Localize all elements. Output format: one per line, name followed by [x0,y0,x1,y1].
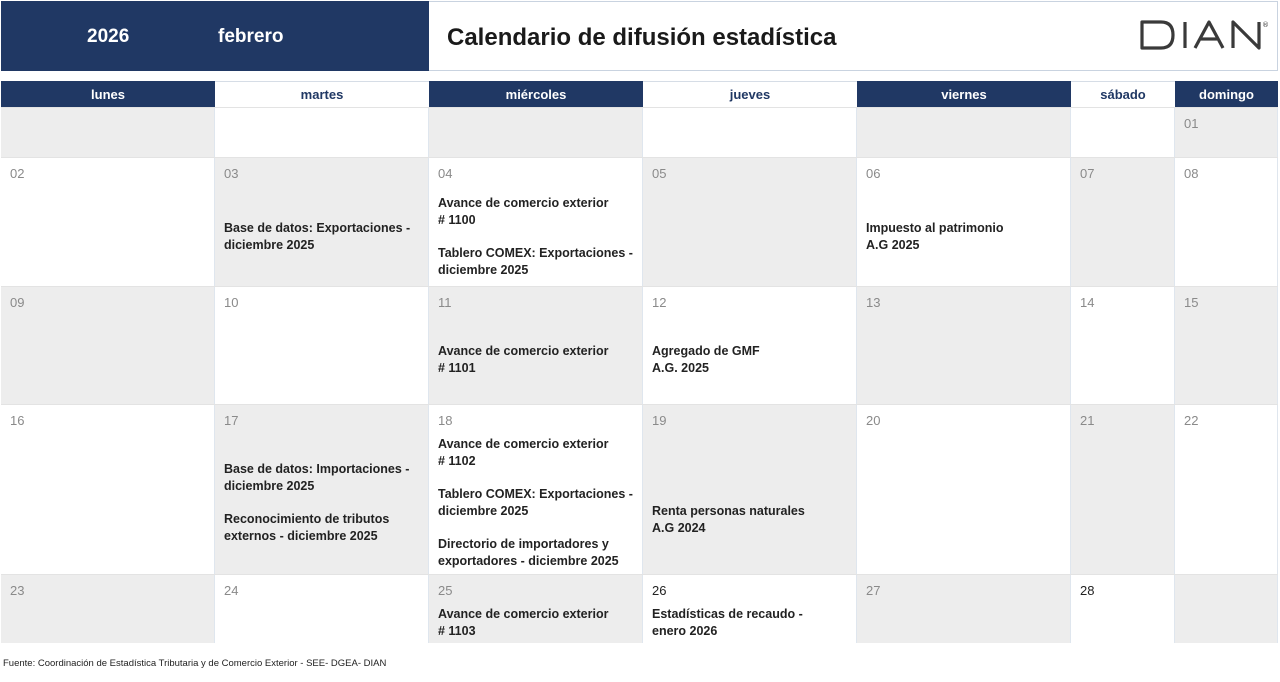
day-cell [643,287,857,404]
calendar-event: Impuesto al patrimonio A.G 2025 [866,221,1004,252]
day-cell [643,108,857,157]
day-number: 25 [438,583,453,598]
event-list [438,436,638,570]
day-cell [1,287,215,404]
weekday-1: martes [215,81,429,107]
day-cell [429,108,643,157]
day-cell [1175,405,1278,574]
day-cell [215,158,429,286]
day-cell [1071,158,1175,286]
event-list [652,503,852,537]
calendar-header [0,0,1280,72]
calendar-event: Base de datos: Importaciones - diciembre 2025 [224,462,410,493]
day-number: 28 [1080,583,1095,598]
calendar-event: Tablero COMEX: Exportaciones - diciembre 2025 [438,487,633,518]
day-number: 10 [224,295,239,310]
header-date-panel [1,1,429,71]
weekday-header-row [1,81,1278,107]
day-cell [429,287,643,404]
day-cell [215,405,429,574]
day-number: 24 [224,583,239,598]
day-cell [1,158,215,286]
day-cell [1071,108,1175,157]
day-number: 14 [1080,295,1095,310]
day-cell [429,158,643,286]
day-cell [857,575,1071,643]
week-row [1,286,1278,404]
calendar-event: Agregado de GMF A.G. 2025 [652,344,760,375]
calendar-event: Estadísticas de recaudo - enero 2026 [652,607,803,638]
day-number: 01 [1184,116,1199,131]
day-number: 17 [224,413,239,428]
day-cell [643,405,857,574]
event-list [438,606,638,640]
weekday-6: domingo [1175,81,1278,107]
day-cell [1175,158,1278,286]
day-cell [1175,108,1278,157]
weekday-0: lunes [1,81,215,107]
weekday-4: viernes [857,81,1071,107]
calendar-event: Avance de comercio exterior # 1102 [438,437,609,468]
day-number: 21 [1080,413,1095,428]
day-number: 26 [652,583,667,598]
calendar-weeks [1,107,1278,643]
day-number: 16 [10,413,25,428]
calendar-event: Avance de comercio exterior # 1103 [438,607,609,638]
calendar-grid [1,81,1278,643]
calendar-event: Avance de comercio exterior # 1100 [438,196,609,227]
day-number: 03 [224,166,239,181]
day-cell [643,158,857,286]
event-list [438,343,638,377]
day-cell [857,405,1071,574]
dian-logo [1139,18,1269,52]
day-cell [1,405,215,574]
event-list [652,343,852,377]
day-number: 18 [438,413,453,428]
calendar-event: Reconocimiento de tributos externos - diciembre 2025 [224,512,390,543]
day-cell [1,575,215,643]
day-number: 11 [438,295,452,310]
day-number: 07 [1080,166,1095,181]
day-number: 15 [1184,295,1199,310]
source-footnote: Fuente: Coordinación de Estadística Tributaria y de Comercio Exterior - SEE- DGEA- DIAN [3,658,387,669]
calendar-event: Tablero COMEX: Exportaciones - diciembre 2025 [438,246,633,277]
week-row [1,574,1278,643]
calendar-event: Renta personas naturales A.G 2024 [652,504,805,535]
event-list [224,461,424,545]
day-cell [1071,287,1175,404]
day-number: 20 [866,413,881,428]
weekday-3: jueves [643,81,857,107]
day-number: 04 [438,166,453,181]
day-cell [1071,575,1175,643]
header-year: 2026 [87,26,130,47]
day-number: 22 [1184,413,1199,428]
day-cell [429,405,643,574]
day-number: 08 [1184,166,1199,181]
day-number: 19 [652,413,667,428]
day-cell [857,158,1071,286]
day-cell [429,575,643,643]
day-cell [1,108,215,157]
day-cell [857,108,1071,157]
calendar-event: Directorio de importadores y exportadores - diciembre 2025 [438,537,619,568]
day-number: 27 [866,583,881,598]
day-number: 12 [652,295,667,310]
day-cell [215,287,429,404]
calendar-event: Avance de comercio exterior # 1101 [438,344,609,375]
day-number: 05 [652,166,667,181]
weekday-2: miércoles [429,81,643,107]
day-cell [215,108,429,157]
day-cell [1175,575,1278,643]
event-list [652,606,852,640]
day-cell [643,575,857,643]
day-number: 23 [10,583,25,598]
day-number: 13 [866,295,881,310]
calendar-event: Base de datos: Exportaciones - diciembre 2025 [224,221,411,252]
weekday-5: sábado [1071,81,1175,107]
day-cell [857,287,1071,404]
week-row [1,404,1278,574]
event-list [224,220,424,254]
header-month: febrero [218,26,284,47]
svg-text:®: ® [1262,21,1269,29]
event-list [438,195,638,279]
day-number: 02 [10,166,25,181]
day-cell [1175,287,1278,404]
header-title-panel [429,1,1278,71]
week-row [1,157,1278,286]
day-cell [215,575,429,643]
week-row [1,107,1278,157]
day-cell [1071,405,1175,574]
event-list [866,220,1066,254]
day-number: 09 [10,295,25,310]
page-title: Calendario de difusión estadística [447,24,837,51]
day-number: 06 [866,166,881,181]
